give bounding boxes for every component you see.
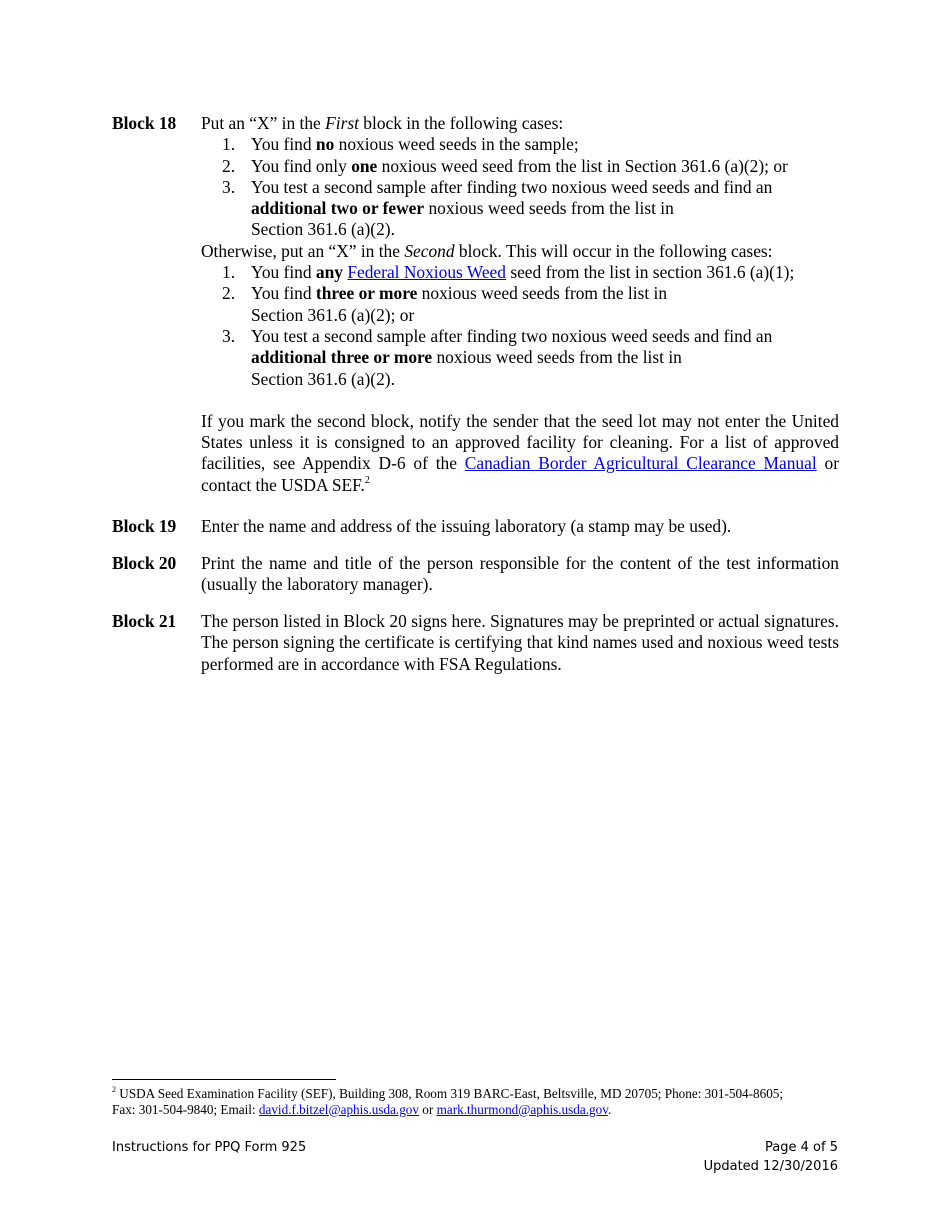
footnote-text: USDA Seed Examination Facility (SEF), Building 308, Room 319 BARC-East, Beltsville, MD 20705; Phone: 301-504-8605; bbox=[116, 1086, 784, 1101]
canadian-border-manual-link[interactable]: Canadian Border Agricultural Clearance Manual bbox=[464, 453, 817, 474]
case-bold: any bbox=[315, 262, 343, 283]
case-text: You find only bbox=[251, 155, 352, 176]
first-block-cases-list bbox=[201, 134, 839, 240]
list-number: 1. bbox=[222, 134, 236, 155]
list-number: 3. bbox=[222, 176, 236, 197]
block-20-section bbox=[112, 553, 839, 596]
footer-page-info bbox=[704, 1138, 838, 1176]
case-bold: no bbox=[315, 134, 335, 155]
list-number: 3. bbox=[222, 325, 236, 346]
case-bold: one bbox=[351, 155, 378, 176]
case-line: You test a second sample after finding two noxious weed seeds and find an bbox=[251, 325, 773, 346]
footnote-ref[interactable]: 2 bbox=[364, 474, 370, 486]
list-item bbox=[201, 326, 839, 390]
second-block-intro bbox=[201, 241, 839, 262]
block-19-text: Enter the name and address of the issuing laboratory (a stamp may be used). bbox=[201, 516, 732, 536]
list-item bbox=[201, 156, 839, 177]
block-18-body bbox=[201, 113, 839, 496]
case-text-end: noxious weed seeds from the list in bbox=[432, 347, 682, 368]
footnote-text: . bbox=[607, 1101, 612, 1117]
footnote-line-1 bbox=[112, 1086, 842, 1102]
footer-page-number: Page 4 of 5 bbox=[765, 1140, 838, 1155]
intro-text: Put an “X” in the bbox=[201, 113, 326, 133]
block-21-text: The person listed in Block 20 signs here. Signatures may be preprinted or actual signatures. The person signing the certificate is certifying that kind names used and noxious weed tests performed are in accordance with FSA Regulations. bbox=[201, 611, 839, 674]
footnote-text: or bbox=[419, 1101, 437, 1117]
case-bold: additional two or fewer bbox=[251, 198, 425, 219]
block-19-section bbox=[112, 516, 839, 537]
case-line: Section 361.6 (a)(2); or bbox=[251, 304, 415, 325]
block-18-section bbox=[112, 113, 839, 496]
list-item bbox=[201, 283, 839, 326]
block-20-label: Block 20 bbox=[112, 553, 177, 573]
footnote bbox=[112, 1086, 842, 1117]
intro-text-end: block. This will occur in the following cases: bbox=[454, 240, 773, 261]
footnote-marker: 2 bbox=[112, 1084, 116, 1094]
case-text-end: noxious weed seeds from the list in bbox=[417, 283, 668, 304]
footnote-text: Fax: 301-504-9840; Email: bbox=[112, 1101, 259, 1117]
case-text-end: noxious weed seeds from the list in bbox=[424, 198, 674, 219]
footer-doc-title: Instructions for PPQ Form 925 bbox=[112, 1140, 307, 1155]
footer-updated-date: Updated 12/30/2016 bbox=[703, 1159, 838, 1174]
case-line: Section 361.6 (a)(2). bbox=[251, 219, 395, 240]
case-text-end: noxious weed seed from the list in Section 361.6 (a)(2); or bbox=[377, 155, 788, 176]
list-number: 2. bbox=[222, 283, 236, 304]
case-line: You test a second sample after finding two noxious weed seeds and find an bbox=[251, 176, 773, 197]
list-number: 2. bbox=[222, 155, 236, 176]
notify-text: If you mark the second block, notify the sender that the seed lot may not enter the United States unless it is consigned to an approved facility for cleaning. For a list of approved facilities, see Appendix D-6 of the bbox=[201, 410, 839, 474]
list-item bbox=[201, 134, 839, 155]
footnote-divider bbox=[112, 1079, 336, 1080]
intro-emphasis: First bbox=[325, 113, 359, 133]
second-block-cases-list bbox=[201, 262, 839, 390]
federal-noxious-weed-link[interactable]: Federal Noxious Weed bbox=[347, 262, 506, 283]
list-item bbox=[201, 177, 839, 241]
block-20-text: Print the name and title of the person responsible for the content of the test information (usually the laboratory manager). bbox=[201, 553, 839, 595]
case-text-end: seed from the list in section 361.6 (a)(1); bbox=[505, 262, 795, 283]
first-block-intro bbox=[201, 113, 839, 134]
case-bold: three or more bbox=[315, 283, 418, 304]
list-number: 1. bbox=[222, 262, 236, 283]
case-text: You find bbox=[251, 283, 316, 304]
block-21-section bbox=[112, 611, 839, 675]
case-text: You find bbox=[251, 134, 316, 155]
case-text-end: noxious weed seeds in the sample; bbox=[334, 134, 579, 155]
block-19-label: Block 19 bbox=[112, 516, 177, 536]
block-21-label: Block 21 bbox=[112, 611, 177, 631]
intro-text: Otherwise, put an “X” in the bbox=[201, 240, 405, 261]
email-link-thurmond[interactable]: mark.thurmond@aphis.usda.gov bbox=[436, 1101, 608, 1117]
list-item bbox=[201, 262, 839, 283]
intro-emphasis: Second bbox=[404, 240, 455, 261]
case-text: You find bbox=[251, 262, 316, 283]
case-bold: additional three or more bbox=[251, 347, 433, 368]
intro-text-end: block in the following cases: bbox=[358, 113, 564, 133]
block-18-label: Block 18 bbox=[112, 113, 177, 133]
notify-paragraph bbox=[201, 411, 839, 496]
email-link-bitzel[interactable]: david.f.bitzel@aphis.usda.gov bbox=[258, 1101, 419, 1117]
notify-text-end: or contact the USDA SEF. bbox=[201, 453, 839, 495]
case-line: Section 361.6 (a)(2). bbox=[251, 368, 395, 389]
footnote-line-2 bbox=[112, 1102, 842, 1118]
